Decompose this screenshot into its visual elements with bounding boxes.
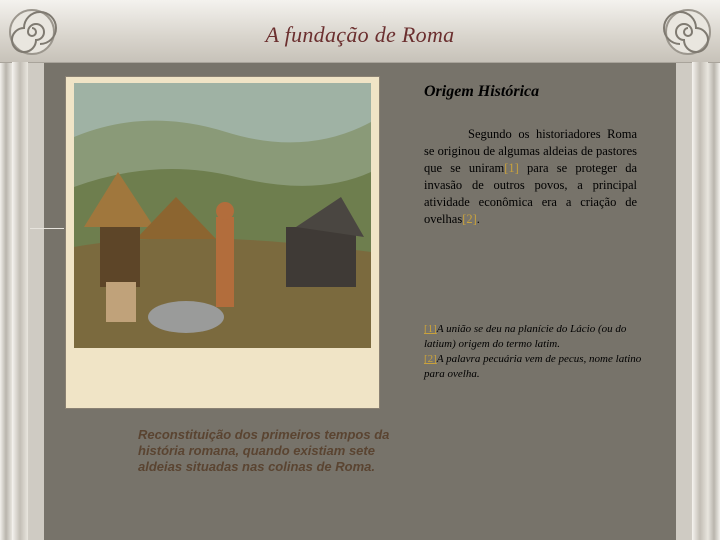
footnote-1 (424, 322, 642, 352)
roman-village-illustration (66, 77, 379, 408)
slide-title: A fundação de Roma (265, 22, 455, 47)
section-paragraph (424, 126, 637, 228)
pillar-right (692, 62, 708, 540)
paragraph-text-1: Segundo os historiadores Roma se originou de algumas aldeias de pastores que se uniram (424, 127, 637, 175)
illustration-caption: Reconstituição dos primeiros tempos da história romana, quando existiam sete aldeias situadas nas colinas de Roma. (138, 427, 390, 474)
illustration-card (66, 77, 390, 474)
footnote-text-2: A palavra pecuária vem de pecus, nome latino para ovelha. (424, 353, 642, 380)
footnote-mark-1[interactable]: [1] (424, 323, 437, 335)
panel-rule-divider (30, 228, 64, 229)
footnote-ref-1[interactable]: [1] (504, 161, 519, 175)
footnote-text-1: A união se deu na planície do Lácio (ou do latium) origem do termo latim. (424, 323, 627, 350)
paragraph-text-2: para se proteger da invasão de outros povos, a principal atividade econômica era a criação de ovelhas (424, 161, 637, 226)
footnote-2 (424, 352, 642, 382)
footnote-ref-2[interactable]: [2] (462, 212, 477, 226)
section-heading: Origem Histórica (424, 83, 540, 100)
footnotes (424, 322, 642, 382)
pillar-left (12, 62, 28, 540)
paragraph-text-3: . (476, 212, 480, 226)
footnote-mark-2[interactable]: [2] (424, 353, 437, 365)
